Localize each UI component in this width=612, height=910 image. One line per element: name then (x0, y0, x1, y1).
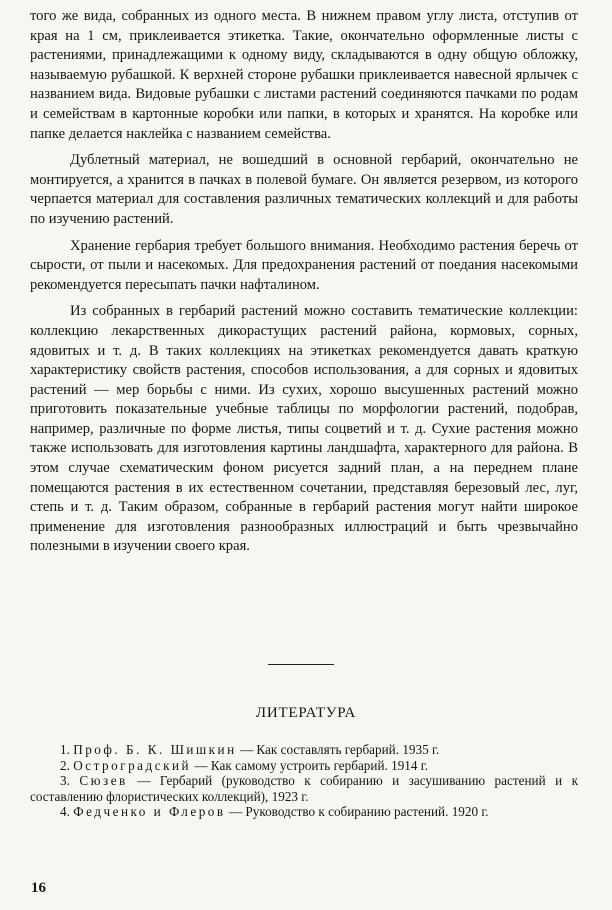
reference-number: 3. (60, 773, 70, 788)
reference-title: — Гербарий (руководство к собиранию и засушиванию растений и к составлению флористических коллекций), 1923 г. (30, 773, 579, 804)
reference-item (30, 758, 578, 774)
reference-item (30, 804, 578, 820)
reference-item (30, 773, 578, 804)
reference-title: — Как составлять гербарий. 1935 г. (236, 742, 440, 757)
reference-author: Федченко и Флеров (73, 804, 226, 819)
paragraph: Из собранных в гербарий растений можно составить тематические коллекции: коллекцию лекарственных дикорастущих растений района, кормовых, сорных, ядовитых и т. д. В таких коллекциях на этикетках рекомендуется давать краткую характеристику свойств растения, способов использования, а для сорных и ядовитых растений — мер борьбы с ними. Из сухих, хорошо высушенных растений можно приготовить показательные учебные таблицы по морфологии растений, подобрав, например, различные по форме листья, типы соцветий и т. д. Сухие растения можно также использовать для изготовления картины ландшафта, характерного для района. В этом случае схематическим фоном рисуется задний план, а на переднем плане помещаются растения в их естественном сочетании, представляя березовый лес, луг, степь и т. д. Таким образом, собранные в гербарий растения могут найти широкое применение для изготовления разнообразных иллюстраций и быть чрезвычайно полезными в изучении своего края. (30, 303, 578, 555)
reference-number: 4. (60, 804, 70, 819)
paragraph: того же вида, собранных из одного места. В нижнем правом углу листа, отступив от края на 1 см, приклеивается этикетка. Такие, окончательно оформленные листы с растениями, принадлежащими к одному виду, складываются в одну общую обложку, называемую рубашкой. К верхней стороне рубашки приклеивается навесной ярлычек с названием вида. Видовые рубашки с листами растений соединяются пачками по родам и семействам в картонные коробки или папки, в которых и хранятся. На коробке или папке делается наклейка с названием семейства. (30, 8, 578, 142)
main-text (30, 7, 578, 564)
reference-author: Остроградский (73, 757, 192, 773)
reference-number: 2. (60, 757, 70, 773)
reference-author: Сюзев (79, 773, 128, 788)
reference-item (30, 742, 578, 758)
reference-list (30, 742, 578, 820)
reference-number: 1. (60, 742, 70, 757)
reference-title: — Руководство к собиранию растений. 1920 г. (225, 804, 489, 819)
reference-title: — Как самому устроить гербарий. 1914 г. (191, 757, 429, 773)
paragraph: Дублетный материал, не вошедший в основной гербарий, окончательно не монтируется, а хранится в пачках в полевой бумаге. Он является резервом, из которого черпается материал для составления различных тематических коллекций и для работы по изучению растений. (30, 152, 578, 227)
paragraph: Хранение гербария требует большого внимания. Необходимо растения беречь от сырости, от пыли и насекомых. Для предохранения растений от поедания насекомыми рекомендуется пересыпать пачки нафталином. (30, 237, 578, 293)
section-divider (268, 664, 334, 665)
reference-author: Проф. Б. К. Шишкин (73, 742, 237, 757)
literature-heading: ЛИТЕРАТУРА (255, 705, 357, 721)
page-number: 16 (31, 880, 46, 896)
